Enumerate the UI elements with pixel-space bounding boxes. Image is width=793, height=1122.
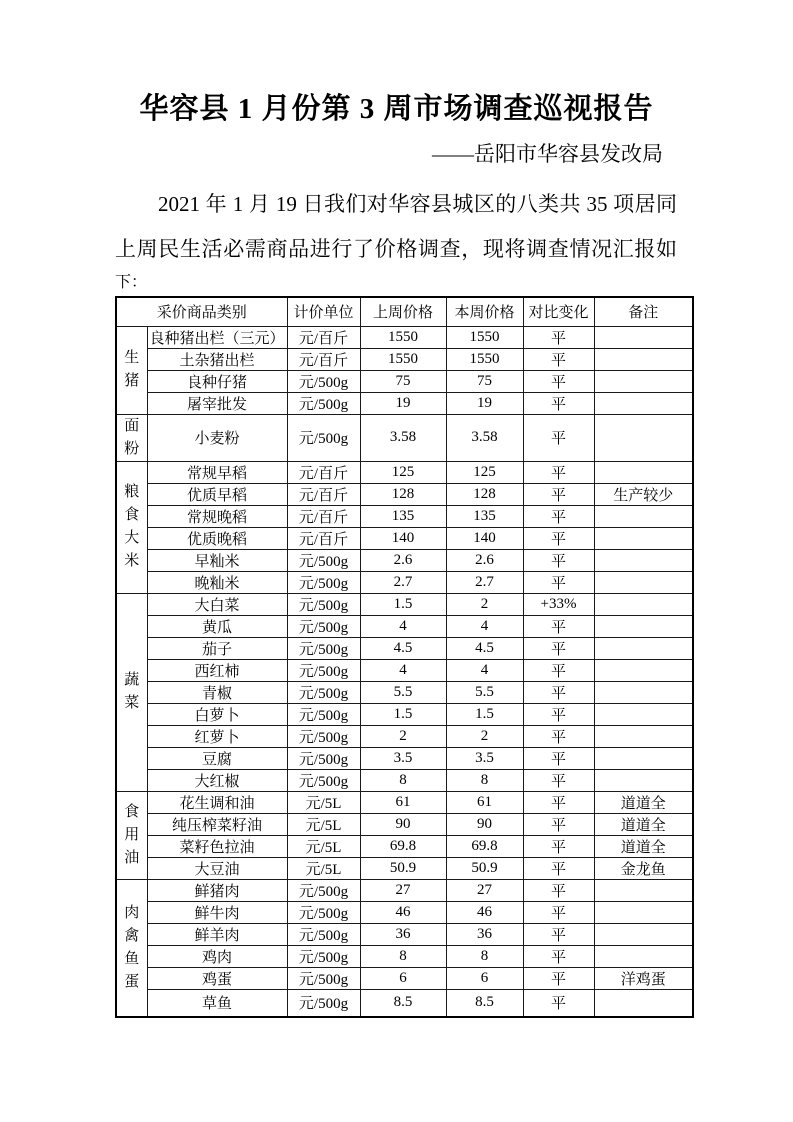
change-cell: 平 [523,681,594,703]
table-row [116,414,693,461]
change-cell: 平 [523,505,594,527]
table-row [116,923,693,945]
this-week-price-cell: 1550 [446,348,523,370]
item-name-cell: 优质早稻 [147,483,287,505]
unit-cell: 元/500g [287,392,360,414]
this-week-price-cell: 50.9 [446,857,523,879]
change-cell: 平 [523,901,594,923]
header-this-week-price: 本周价格 [446,297,523,326]
note-cell [594,637,693,659]
table-row [116,747,693,769]
table-row [116,901,693,923]
last-week-price-cell: 1550 [360,348,446,370]
paragraph-line: 上周民生活必需商品进行了价格调查，现将调查情况汇报如 [115,237,677,261]
note-cell [594,461,693,483]
byline: ——岳阳市华容县发改局 [432,142,663,166]
table-row [116,593,693,615]
category-group-cell: 蔬 菜 [116,593,147,791]
this-week-price-cell: 27 [446,879,523,901]
this-week-price-cell: 36 [446,923,523,945]
item-name-cell: 土杂猪出栏 [147,348,287,370]
item-name-cell: 常规晚稻 [147,505,287,527]
unit-cell: 元/500g [287,571,360,593]
category-group-cell: 食 用 油 [116,791,147,879]
last-week-price-cell: 8.5 [360,989,446,1017]
unit-cell: 元/500g [287,637,360,659]
item-name-cell: 草鱼 [147,989,287,1017]
change-cell: 平 [523,659,594,681]
unit-cell: 元/500g [287,615,360,637]
note-cell [594,923,693,945]
last-week-price-cell: 135 [360,505,446,527]
item-name-cell: 鸡蛋 [147,967,287,989]
table-row [116,505,693,527]
item-name-cell: 黄瓜 [147,615,287,637]
item-name-cell: 良种猪出栏（三元） [147,326,287,348]
item-name-cell: 纯压榨菜籽油 [147,813,287,835]
header-last-week-price: 上周价格 [360,297,446,326]
item-name-cell: 屠宰批发 [147,392,287,414]
change-cell: 平 [523,392,594,414]
last-week-price-cell: 8 [360,769,446,791]
last-week-price-cell: 2.7 [360,571,446,593]
table-row [116,571,693,593]
unit-cell: 元/百斤 [287,326,360,348]
this-week-price-cell: 140 [446,527,523,549]
note-cell [594,703,693,725]
last-week-price-cell: 8 [360,945,446,967]
unit-cell: 元/5L [287,791,360,813]
item-name-cell: 鲜羊肉 [147,923,287,945]
unit-cell: 元/500g [287,901,360,923]
change-cell: 平 [523,637,594,659]
note-cell [594,414,693,461]
note-cell: 金龙鱼 [594,857,693,879]
this-week-price-cell: 69.8 [446,835,523,857]
last-week-price-cell: 90 [360,813,446,835]
unit-cell: 元/500g [287,370,360,392]
note-cell: 道道全 [594,835,693,857]
last-week-price-cell: 3.5 [360,747,446,769]
item-name-cell: 青椒 [147,681,287,703]
item-name-cell: 大豆油 [147,857,287,879]
this-week-price-cell: 8.5 [446,989,523,1017]
change-cell: 平 [523,571,594,593]
change-cell: 平 [523,615,594,637]
this-week-price-cell: 1.5 [446,703,523,725]
paragraph-line: 下： [115,274,148,291]
item-name-cell: 花生调和油 [147,791,287,813]
unit-cell: 元/500g [287,549,360,571]
unit-cell: 元/百斤 [287,527,360,549]
note-cell [594,571,693,593]
last-week-price-cell: 69.8 [360,835,446,857]
category-group-cell: 肉 禽 鱼 蛋 [116,879,147,1017]
table-row [116,791,693,813]
note-cell [594,989,693,1017]
unit-cell: 元/500g [287,945,360,967]
unit-cell: 元/500g [287,769,360,791]
header-unit: 计价单位 [287,297,360,326]
table-row [116,348,693,370]
change-cell: 平 [523,483,594,505]
last-week-price-cell: 2.6 [360,549,446,571]
item-name-cell: 晚籼米 [147,571,287,593]
this-week-price-cell: 3.58 [446,414,523,461]
table-row [116,461,693,483]
item-name-cell: 优质晚稻 [147,527,287,549]
last-week-price-cell: 1.5 [360,593,446,615]
change-cell: 平 [523,527,594,549]
table-row [116,879,693,901]
note-cell [594,326,693,348]
this-week-price-cell: 3.5 [446,747,523,769]
this-week-price-cell: 8 [446,769,523,791]
price-table-body [116,326,693,1017]
this-week-price-cell: 4 [446,659,523,681]
change-cell: 平 [523,549,594,571]
note-cell [594,615,693,637]
last-week-price-cell: 46 [360,901,446,923]
note-cell [594,505,693,527]
note-cell: 道道全 [594,791,693,813]
change-cell: 平 [523,945,594,967]
this-week-price-cell: 75 [446,370,523,392]
table-row [116,813,693,835]
unit-cell: 元/500g [287,879,360,901]
last-week-price-cell: 140 [360,527,446,549]
header-category: 采价商品类别 [116,297,287,326]
unit-cell: 元/百斤 [287,483,360,505]
last-week-price-cell: 2 [360,725,446,747]
unit-cell: 元/500g [287,989,360,1017]
last-week-price-cell: 1.5 [360,703,446,725]
table-row [116,370,693,392]
table-row [116,703,693,725]
last-week-price-cell: 125 [360,461,446,483]
table-row [116,483,693,505]
note-cell [594,370,693,392]
item-name-cell: 鸡肉 [147,945,287,967]
note-cell [594,769,693,791]
unit-cell: 元/百斤 [287,461,360,483]
item-name-cell: 菜籽色拉油 [147,835,287,857]
item-name-cell: 鲜猪肉 [147,879,287,901]
table-row [116,725,693,747]
table-row [116,527,693,549]
table-row [116,615,693,637]
change-cell: 平 [523,791,594,813]
this-week-price-cell: 5.5 [446,681,523,703]
change-cell: 平 [523,461,594,483]
item-name-cell: 豆腐 [147,747,287,769]
change-cell: 平 [523,370,594,392]
table-row [116,857,693,879]
table-row [116,549,693,571]
item-name-cell: 红萝卜 [147,725,287,747]
item-name-cell: 小麦粉 [147,414,287,461]
change-cell: 平 [523,879,594,901]
last-week-price-cell: 6 [360,967,446,989]
table-row [116,769,693,791]
last-week-price-cell: 4 [360,615,446,637]
this-week-price-cell: 8 [446,945,523,967]
note-cell [594,879,693,901]
unit-cell: 元/500g [287,414,360,461]
note-cell: 生产较少 [594,483,693,505]
unit-cell: 元/5L [287,813,360,835]
note-cell [594,945,693,967]
this-week-price-cell: 19 [446,392,523,414]
note-cell: 道道全 [594,813,693,835]
paragraph-line: 2021 年 1 月 19 日我们对华容县城区的八类共 35 项居同 [158,192,677,216]
item-name-cell: 大白菜 [147,593,287,615]
table-row [116,835,693,857]
this-week-price-cell: 4 [446,615,523,637]
unit-cell: 元/500g [287,593,360,615]
this-week-price-cell: 6 [446,967,523,989]
unit-cell: 元/百斤 [287,348,360,370]
last-week-price-cell: 5.5 [360,681,446,703]
note-cell [594,901,693,923]
table-row [116,392,693,414]
last-week-price-cell: 4 [360,659,446,681]
note-cell [594,725,693,747]
change-cell: 平 [523,769,594,791]
item-name-cell: 良种仔猪 [147,370,287,392]
change-cell: 平 [523,989,594,1017]
unit-cell: 元/500g [287,923,360,945]
item-name-cell: 常规早稻 [147,461,287,483]
note-cell [594,659,693,681]
change-cell: 平 [523,835,594,857]
last-week-price-cell: 1550 [360,326,446,348]
last-week-price-cell: 4.5 [360,637,446,659]
table-row [116,326,693,348]
this-week-price-cell: 61 [446,791,523,813]
table-row [116,637,693,659]
unit-cell: 元/500g [287,659,360,681]
item-name-cell: 白萝卜 [147,703,287,725]
this-week-price-cell: 2 [446,593,523,615]
item-name-cell: 茄子 [147,637,287,659]
this-week-price-cell: 4.5 [446,637,523,659]
table-row [116,659,693,681]
table-row [116,681,693,703]
last-week-price-cell: 3.58 [360,414,446,461]
change-cell: 平 [523,348,594,370]
change-cell: +33% [523,593,594,615]
header-change: 对比变化 [523,297,594,326]
change-cell: 平 [523,813,594,835]
this-week-price-cell: 1550 [446,326,523,348]
this-week-price-cell: 2.7 [446,571,523,593]
header-note: 备注 [594,297,693,326]
unit-cell: 元/百斤 [287,505,360,527]
change-cell: 平 [523,326,594,348]
this-week-price-cell: 2 [446,725,523,747]
last-week-price-cell: 128 [360,483,446,505]
item-name-cell: 早籼米 [147,549,287,571]
category-group-cell: 面 粉 [116,414,147,461]
change-cell: 平 [523,967,594,989]
item-name-cell: 鲜牛肉 [147,901,287,923]
this-week-price-cell: 2.6 [446,549,523,571]
change-cell: 平 [523,725,594,747]
item-name-cell: 西红柿 [147,659,287,681]
change-cell: 平 [523,923,594,945]
note-cell [594,348,693,370]
change-cell: 平 [523,747,594,769]
this-week-price-cell: 90 [446,813,523,835]
unit-cell: 元/500g [287,725,360,747]
unit-cell: 元/5L [287,857,360,879]
change-cell: 平 [523,857,594,879]
note-cell [594,392,693,414]
page-title: 华容县 1 月份第 3 周市场调查巡视报告 [139,93,654,125]
change-cell: 平 [523,703,594,725]
intro-paragraph [115,182,677,294]
this-week-price-cell: 46 [446,901,523,923]
unit-cell: 元/500g [287,967,360,989]
price-table [115,296,694,1018]
unit-cell: 元/500g [287,747,360,769]
category-group-cell: 生 猪 [116,326,147,414]
note-cell: 洋鸡蛋 [594,967,693,989]
unit-cell: 元/5L [287,835,360,857]
note-cell [594,681,693,703]
table-row [116,945,693,967]
note-cell [594,593,693,615]
table-row [116,967,693,989]
last-week-price-cell: 75 [360,370,446,392]
change-cell: 平 [523,414,594,461]
note-cell [594,527,693,549]
last-week-price-cell: 61 [360,791,446,813]
item-name-cell: 大红椒 [147,769,287,791]
table-row [116,989,693,1017]
this-week-price-cell: 135 [446,505,523,527]
table-header-row [116,297,693,326]
note-cell [594,549,693,571]
this-week-price-cell: 128 [446,483,523,505]
last-week-price-cell: 50.9 [360,857,446,879]
last-week-price-cell: 19 [360,392,446,414]
note-cell [594,747,693,769]
unit-cell: 元/500g [287,681,360,703]
last-week-price-cell: 36 [360,923,446,945]
category-group-cell: 粮 食 大 米 [116,461,147,593]
last-week-price-cell: 27 [360,879,446,901]
this-week-price-cell: 125 [446,461,523,483]
unit-cell: 元/500g [287,703,360,725]
